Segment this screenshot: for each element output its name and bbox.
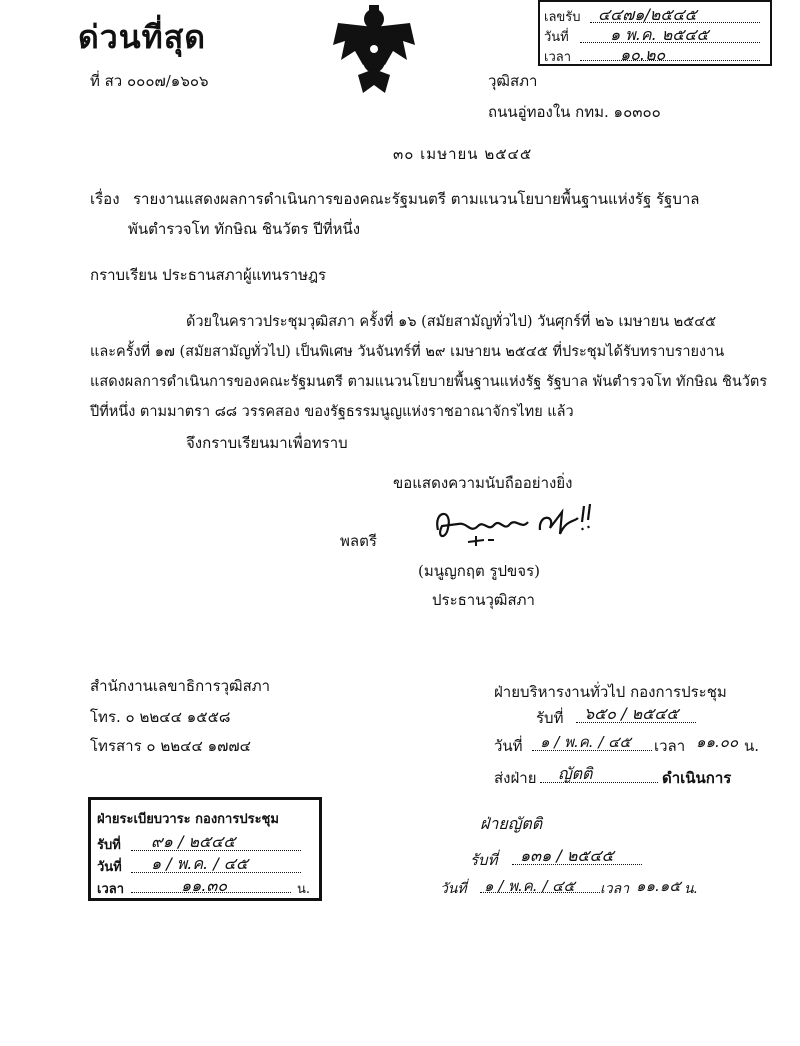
subject-label: เรื่อง [90, 190, 120, 208]
agenda-time-label: เวลา [97, 882, 125, 897]
urgency-mark: ด่วนที่สุด [78, 18, 207, 56]
receipt-no-value: ๔๔๗๑/๒๕๔๕ [598, 5, 697, 24]
motion-stamp-title: ฝ่ายญัตติ [480, 814, 543, 833]
admin-date-value: ๑ / พ.ค. / ๔๕ [540, 733, 631, 751]
sender-org: วุฒิสภา [488, 72, 538, 90]
motion-date-label: วันที่ [440, 881, 467, 897]
motion-date-value: ๑ / พ.ค. / ๔๕ [484, 877, 575, 895]
motion-time-label: เวลา [600, 881, 630, 897]
signer-name: (มนูญกฤต รูปขจร) [418, 562, 540, 580]
admin-time-value: ๑๑.๐๐ [696, 733, 739, 751]
body-closing-line: จึงกราบเรียนมาเพื่อทราบ [186, 434, 348, 452]
receipt-no-label: เลขรับ [544, 10, 581, 25]
motion-stamp [440, 808, 720, 898]
body-line-2: และครั้งที่ ๑๗ (สมัยสามัญทั่วไป) เป็นพิเศษ วันจันทร์ที่ ๒๙ เมษายน ๒๕๔๕ ที่ประชุมได้รับทราบรายงาน [90, 344, 725, 360]
admin-date-label: วันที่ [494, 737, 523, 755]
admin-no-label: รับที่ [536, 709, 564, 727]
admin-send-label: ส่งฝ่าย [494, 769, 537, 787]
receipt-time-label: เวลา [544, 50, 572, 65]
subject-line-2: พันตำรวจโท ทักษิณ ชินวัตร ปีที่หนึ่ง [128, 220, 361, 238]
motion-time-unit: น. [684, 881, 699, 897]
garuda-emblem-icon [333, 5, 415, 97]
reference-number: ที่ สว ๐๐๐๗/๑๖๐๖ [90, 72, 209, 90]
body-line-3: แสดงผลการดำเนินการของคณะรัฐมนตรี ตามแนวนโยบายพื้นฐานแห่งรัฐ รัฐบาล พันตำรวจโท ทักษิณ ชินวัตร [90, 374, 768, 390]
agenda-date-value: ๑ / พ.ค. / ๔๕ [151, 854, 248, 873]
body-line-1: ด้วยในคราวประชุมวุฒิสภา ครั้งที่ ๑๖ (สมัยสามัญทั่วไป) วันศุกร์ที่ ๒๖ เมษายน ๒๕๔๕ [186, 314, 717, 330]
agenda-no-value: ๙๑ / ๒๕๔๕ [151, 832, 236, 851]
admin-time-unit: น. [744, 737, 760, 755]
receipt-time-value: ๑๐.๒๐ [620, 45, 666, 64]
admin-stamp [482, 672, 782, 802]
agenda-time-unit: น. [297, 882, 311, 897]
admin-time-label: เวลา [654, 737, 686, 755]
office-tel: โทร. ๐ ๒๒๔๔ ๑๕๕๘ [90, 708, 231, 726]
salutation: กราบเรียน ประธานสภาผู้แทนราษฎร [90, 266, 327, 284]
receipt-date-label: วันที่ [544, 30, 569, 45]
letter-date: ๓๐ เมษายน ๒๕๔๕ [393, 145, 533, 163]
signer-rank: พลตรี [340, 532, 377, 550]
agenda-stamp [88, 797, 322, 901]
office-name: สำนักงานเลขาธิการวุฒิสภา [90, 677, 271, 695]
admin-send-value: ญัตติ [558, 764, 593, 783]
motion-no-label: รับที่ [470, 851, 498, 869]
receipt-stamp-top [538, 0, 772, 66]
signer-position: ประธานวุฒิสภา [432, 591, 535, 609]
receipt-date-value: ๑ พ.ค. ๒๕๔๕ [610, 25, 709, 44]
body-line-4: ปีที่หนึ่ง ตามมาตรา ๘๘ วรรคสอง ของรัฐธรรมนูญแห่งราชอาณาจักรไทย แล้ว [90, 404, 574, 420]
sender-address: ถนนอู่ทองใน กทม. ๑๐๓๐๐ [488, 103, 661, 121]
admin-action: ดำเนินการ [662, 769, 732, 787]
agenda-no-label: รับที่ [97, 838, 121, 853]
agenda-time-value: ๑๑.๓๐ [181, 876, 228, 895]
motion-time-value: ๑๑.๑๕ [636, 877, 681, 895]
admin-stamp-title: ฝ่ายบริหารงานทั่วไป กองการประชุม [494, 683, 727, 701]
handwritten-signature [428, 500, 598, 550]
admin-no-value: ๖๕๐ / ๒๕๔๕ [584, 704, 679, 723]
closing-regards: ขอแสดงความนับถืออย่างยิ่ง [393, 474, 573, 492]
motion-no-value: ๑๓๑ / ๒๕๔๕ [520, 846, 614, 865]
agenda-stamp-title: ฝ่ายระเบียบวาระ กองการประชุม [97, 812, 279, 827]
agenda-date-label: วันที่ [97, 860, 122, 875]
subject-line-1: รายงานแสดงผลการดำเนินการของคณะรัฐมนตรี ตามแนวนโยบายพื้นฐานแห่งรัฐ รัฐบาล [133, 190, 700, 208]
office-fax: โทรสาร ๐ ๒๒๔๔ ๑๗๗๔ [90, 737, 252, 755]
